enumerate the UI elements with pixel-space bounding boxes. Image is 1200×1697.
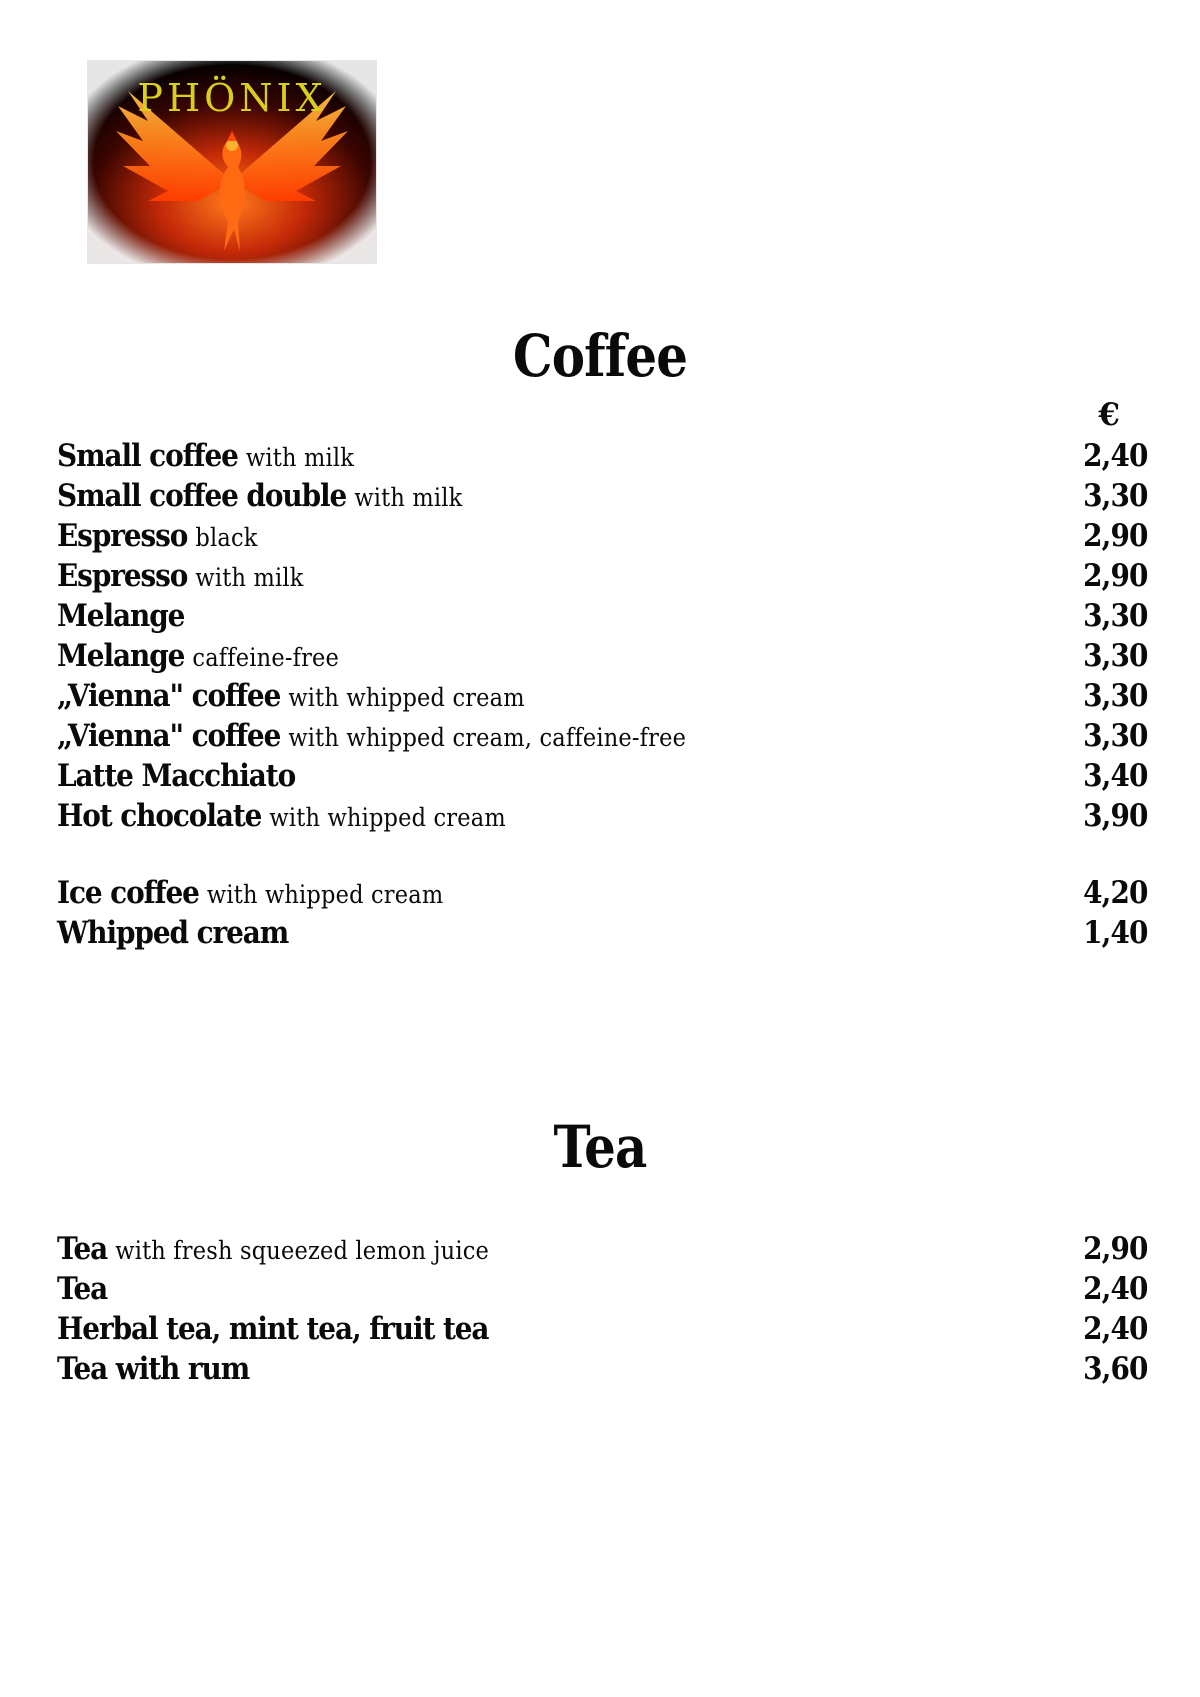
menu-item: [57, 596, 1148, 636]
menu-item-text: [57, 636, 339, 681]
menu-item-price: 2,40: [1083, 1311, 1148, 1347]
menu-item-name: Latte Macchiato: [57, 758, 296, 794]
menu-item-text: [57, 873, 443, 918]
menu-item: [57, 756, 1148, 796]
currency-symbol: €: [1098, 397, 1120, 433]
menu-item-text: [57, 796, 506, 841]
menu-item-name: Melange: [57, 598, 185, 634]
menu-item: [57, 636, 1148, 676]
menu-item-text: [57, 676, 525, 721]
menu-item-name: Hot chocolate: [57, 798, 262, 834]
menu-item-name: Tea: [57, 1271, 108, 1307]
menu-item-text: [57, 1349, 249, 1394]
menu-item-price: 3,30: [1083, 678, 1148, 714]
menu-item-description: with whipped cream, caffeine-free: [288, 723, 687, 752]
menu-item-price: 2,90: [1083, 518, 1148, 554]
menu-item-price: 3,30: [1083, 718, 1148, 754]
menu-item-name: Espresso: [57, 558, 188, 594]
menu-item-text: [57, 556, 304, 601]
menu-item-price: 3,90: [1083, 798, 1148, 834]
menu-item-price: 3,30: [1083, 478, 1148, 514]
menu-item-name: Tea with rum: [57, 1351, 250, 1387]
menu-item-text: [57, 1309, 488, 1354]
menu-item-description: with whipped cream: [269, 803, 506, 832]
menu-item: [57, 796, 1148, 836]
menu-item-text: [57, 436, 354, 481]
menu-item-price: 2,40: [1083, 438, 1148, 474]
menu-item-description: caffeine-free: [192, 643, 340, 672]
tea-list: [57, 1229, 1148, 1389]
menu-item-price: 1,40: [1083, 915, 1148, 951]
menu-item-name: Tea: [57, 1231, 108, 1267]
menu-item-text: [57, 596, 184, 641]
phoenix-logo: [87, 60, 377, 264]
menu-item-price: 4,20: [1083, 875, 1148, 911]
menu-item-price: 3,40: [1083, 758, 1148, 794]
menu-item-description: black: [195, 523, 258, 552]
menu-item: [57, 1349, 1148, 1389]
menu-item: [57, 676, 1148, 716]
menu-item-price: 2,90: [1083, 558, 1148, 594]
tea-section-title: Tea: [553, 1113, 647, 1181]
menu-item-price: 3,30: [1083, 598, 1148, 634]
menu-item-price: 2,40: [1083, 1271, 1148, 1307]
menu-item-price: 3,30: [1083, 638, 1148, 674]
menu-item-description: with milk: [354, 483, 463, 512]
menu-item: [57, 913, 1148, 953]
phoenix-icon: [88, 61, 376, 263]
menu-item-name: Herbal tea, mint tea, fruit tea: [57, 1311, 489, 1347]
menu-item-text: [57, 1229, 489, 1274]
menu-item-price: 2,90: [1083, 1231, 1148, 1267]
menu-item: [57, 1269, 1148, 1309]
menu-item-text: [57, 716, 686, 761]
menu-item-description: with whipped cream: [206, 880, 444, 909]
menu-item-description: with milk: [245, 443, 355, 472]
menu-item-name: Small coffee: [57, 438, 238, 474]
menu-item-name: „Vienna" coffee: [57, 718, 281, 754]
menu-item: [57, 436, 1148, 476]
menu-item-name: Melange: [57, 638, 185, 674]
menu-item-text: [57, 913, 288, 958]
menu-item: [57, 873, 1148, 913]
menu-item: [57, 1229, 1148, 1269]
menu-item-text: [57, 476, 462, 521]
menu-item-name: Whipped cream: [57, 915, 289, 951]
menu-item: [57, 1309, 1148, 1349]
menu-item: [57, 516, 1148, 556]
menu-item: [57, 556, 1148, 596]
menu-item: [57, 476, 1148, 516]
menu-item: [57, 716, 1148, 756]
coffee-section-title: Coffee: [512, 322, 688, 390]
menu-item-text: [57, 1269, 107, 1314]
menu-item-name: Espresso: [57, 518, 188, 554]
menu-item-text: [57, 516, 258, 561]
coffee-extras-list: [57, 873, 1148, 953]
menu-item-name: Ice coffee: [57, 875, 199, 911]
coffee-list: [57, 436, 1148, 836]
menu-item-description: with whipped cream: [288, 683, 525, 712]
menu-item-price: 3,60: [1083, 1351, 1148, 1387]
menu-item-description: with milk: [195, 563, 304, 592]
menu-item-description: with fresh squeezed lemon juice: [115, 1236, 489, 1265]
menu-item-text: [57, 756, 295, 801]
menu-item-name: Small coffee double: [57, 478, 347, 514]
menu-item-name: „Vienna" coffee: [57, 678, 281, 714]
